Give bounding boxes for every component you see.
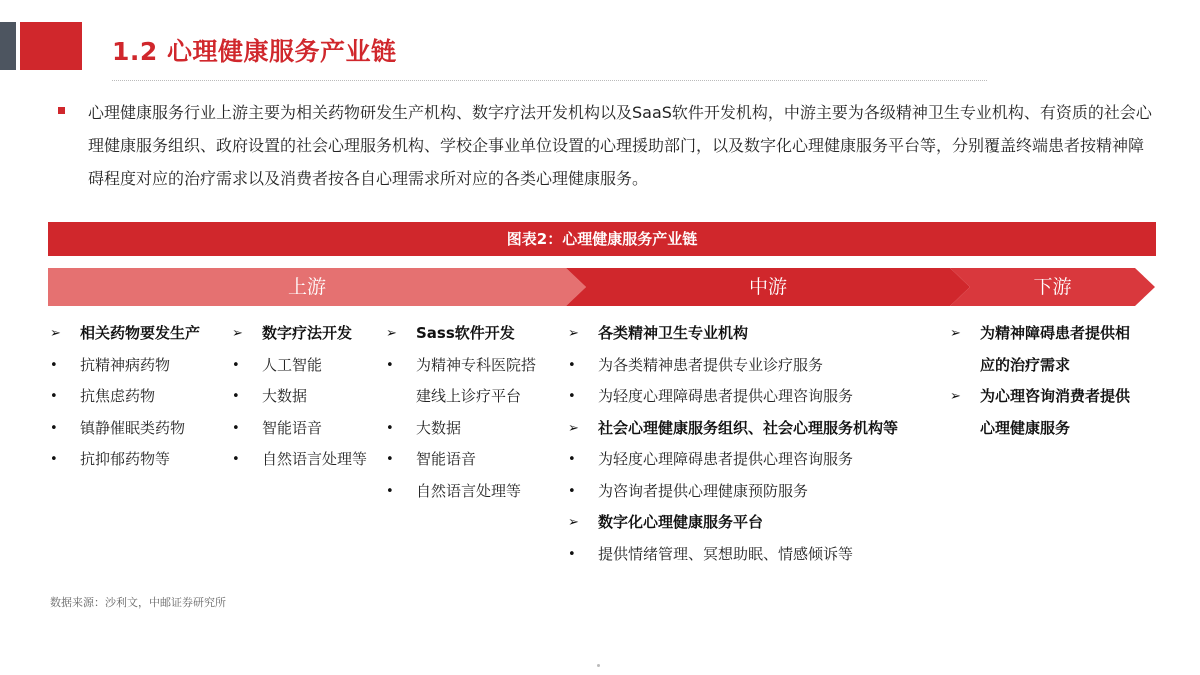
header-accent-red [20,22,82,70]
list-item: • 自然语言处理等 [232,444,382,476]
list-item: • 镇静催眠类药物 [50,413,230,445]
dot-bullet-icon: • [386,483,394,499]
square-bullet-icon [58,107,65,114]
arrow-bullet-icon: ➢ [568,515,579,530]
list-item: • 智能语音 [386,444,561,476]
dot-bullet-icon: • [568,546,576,562]
page-indicator-dot [597,664,600,667]
list-heading: ➢ 各类精神卫生专业机构 [568,318,948,350]
arrow-bullet-icon: ➢ [50,326,61,341]
midstream-column [568,318,948,570]
dot-bullet-icon: • [386,452,394,467]
arrow-bullet-icon: ➢ [950,326,961,341]
arrow-bullet-icon: ➢ [386,326,397,341]
upstream-column-drugs [50,318,230,476]
list-item: • 为轻度心理障碍患者提供心理咨询服务 [568,444,948,476]
intro-text: 心理健康服务行业上游主要为相关药物研发生产机构、数字疗法开发机构以及SaaS软件开发机构，中游主要为各级精神卫生专业机构、有资质的社会心理健康服务组织、政府设置的社会心理服务机构、学校企事业单位设置的心理援助部门，以及数字化心理健康服务平台等，分别覆盖终端患者按精神障碍程度对应的治疗需求以及消费者按各自心理需求所对应的各类心理健康服务。 [88,103,1152,188]
stage-midstream: 中游 [748,276,787,298]
dot-bullet-icon: • [232,420,240,436]
list-item: • 人工智能 [232,350,382,382]
dot-bullet-icon: • [50,389,58,404]
dot-bullet-icon: • [50,452,58,467]
list-item: • 抗抑郁药物等 [50,444,230,476]
stage-downstream: 下游 [1033,276,1072,298]
list-item: • 抗精神病药物 [50,350,230,382]
list-heading: ➢ 为心理咨询消费者提供 [950,381,1160,413]
page-title: 1.2 心理健康服务产业链 [112,37,397,66]
downstream-column [950,318,1160,444]
list-heading-continuation: 心理健康服务 [980,418,1071,437]
list-item: • 大数据 [232,381,382,413]
dot-bullet-icon: • [50,420,58,436]
dot-bullet-icon: • [232,452,240,467]
list-heading: ➢ 数字疗法开发 [232,318,382,350]
arrow-bullet-icon: ➢ [568,420,579,436]
arrow-bullet-icon: ➢ [568,326,579,341]
list-heading: ➢ 为精神障碍患者提供相 [950,318,1160,350]
dot-bullet-icon: • [386,420,394,436]
dot-bullet-icon: • [568,452,576,467]
stage-upstream: 上游 [287,276,326,298]
intro-paragraph [58,96,1158,195]
title-divider [112,80,987,81]
arrow-bullet-icon: ➢ [232,326,243,341]
list-heading: ➢ 社会心理健康服务组织、社会心理服务机构等 [568,413,948,445]
list-item: • 自然语言处理等 [386,476,561,508]
list-item: • 为咨询者提供心理健康预防服务 [568,476,948,508]
list-item: • 为轻度心理障碍患者提供心理咨询服务 [568,381,948,413]
list-item: • 为精神专科医院搭 [386,350,561,382]
header-accent-dark [0,22,16,70]
figure-title: 图表2：心理健康服务产业链 [48,222,1156,256]
list-heading: ➢ 相关药物要发生产 [50,318,230,350]
dot-bullet-icon: • [568,389,576,404]
arrow-bullet-icon: ➢ [950,389,961,404]
data-source-note: 数据来源：沙利文，中邮证券研究所 [50,596,226,609]
list-item: • 抗焦虑药物 [50,381,230,413]
list-heading: ➢ 数字化心理健康服务平台 [568,507,948,539]
list-heading: ➢ Sass软件开发 [386,318,561,350]
list-item: • 大数据 [386,413,561,445]
dot-bullet-icon: • [232,389,240,404]
list-item-continuation: 建线上诊疗平台 [416,387,522,405]
upstream-column-saas [386,318,561,507]
list-item: • 提供情绪管理、冥想助眠、情感倾诉等 [568,539,948,571]
upstream-column-digital-therapy [232,318,382,476]
dot-bullet-icon: • [568,483,576,499]
dot-bullet-icon: • [568,357,576,373]
dot-bullet-icon: • [50,357,58,373]
list-item: • 为各类精神患者提供专业诊疗服务 [568,350,948,382]
list-heading-continuation: 应的治疗需求 [980,355,1071,374]
dot-bullet-icon: • [232,357,240,373]
list-item: • 智能语音 [232,413,382,445]
dot-bullet-icon: • [386,357,394,373]
